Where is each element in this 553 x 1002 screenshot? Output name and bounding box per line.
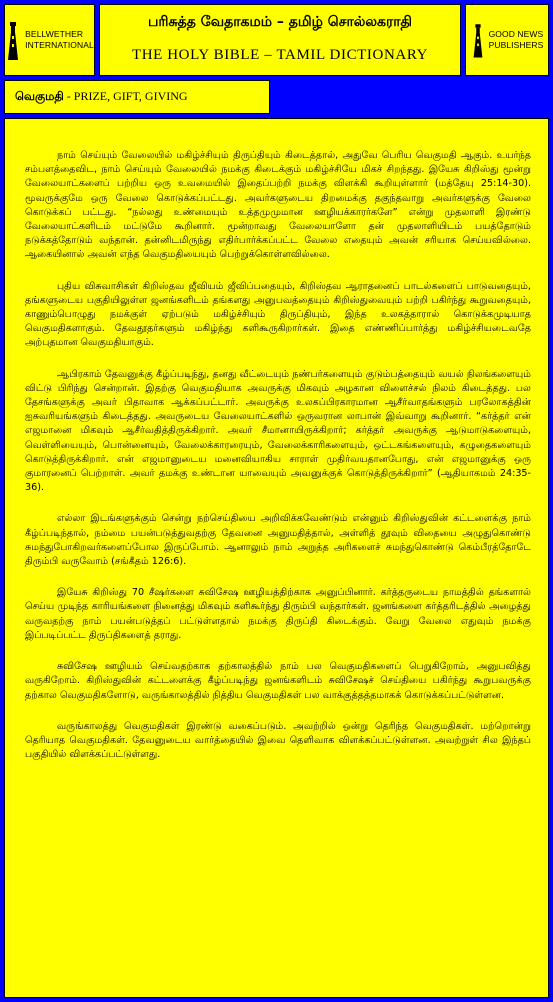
dictionary-title-panel [99,4,461,76]
body-paragraph: நாம் செய்யும் வேலையில் மகிழ்ச்சியும் திருப்தியும் கிடைத்தால், அதுவே பெரிய வெகுமதி ஆகும். உயர்ந்த சம்பளத்தைவிட, நாம் செய்யும் வேலையில் நமக்கு கிடைக்கும் மகிழ்ச்சியே மிகச் சிறந்தது. இயேசு கிறிஸ்து மூன்று வேலையாட்களைப் பற்றிய ஒரு உவமையில் இதைப்பற்றி நமக்கு விளக்கி கூறியுள்ளார் (மத்தேயு 25:14-30). மூவருக்குமே ஒரு வேலை கொடுக்கப்பட்டது. அவர்களுடைய திறமைக்கு தகுந்தவாறு அவர்களுக்கு வேலை கொடுக்கப் பட்டது. “நல்லது உண்மையும் உத்தமுமுமான ஊழியக்காரர்களே” என்று முதலாளி இரண்டு வேலையாட்களிடம் மட்டுமே கூறினார். மூன்றாவது வேலையாளோ தன் முதலாளியிடம் பயத்தோடும் நடுக்கத்தோடும் வந்தான். தன்னிடமிருந்து எதிர்பார்க்கப்பட்ட வேலை எதையும் அவன் சரியாக செய்யவில்லை. ஆகையினால் அவன் எந்த வெகுமதியையும் பெற்றுக்கொள்ளவில்லை. [25,150,531,261]
entry-separator: - [66,89,71,103]
entry-body [4,118,549,998]
title-tamil: பரிசுத்த வேதாகமம் – தமிழ் சொல்லகராதி [148,14,412,30]
body-paragraph: புதிய விசுவாசிகள் கிறிஸ்தவ ஜீவியம் ஜீவிப்பதையும், கிறிஸ்தவ ஆராதனைப் பாடல்களைப் பாடுவதையும், தங்களுடைய பகுதியிலுள்ள ஜனங்களிடம் தங்களது அனுபவத்தையும் கிறிஸ்துவையும் பற்றி பகிர்ந்து கூறுவதையும், காணும்பொழுது நமக்குள் ஏற்படும் மகிழ்ச்சியும் திருப்தியும், இந்த உலகத்தாரால் கொடுக்கமுடியாத வெகுமதிகளாகும். தேவதூதர்களும் மகிழ்ந்து களிகூருகிறார்கள். இதை எண்ணிப்பார்த்து மகிழ்ச்சியடைவதே அற்புதமான வெகுமதியாகும். [25,280,531,349]
body-paragraph: சுவிசேஷ ஊழியம் செய்வதற்காக தற்காலத்தில் நாம் பல வெகுமதிகளைப் பெறுகிறோம், அனுபவித்து வருகிறோம். கிறிஸ்துவின் கட்டளைக்கு கீழ்ப்படிந்து ஜனங்களிடம் சுவிசேஷச் செய்தியை பகிர்ந்து கூறுபவருக்கு தற்கால வெகுமதிகளோடு, வருங்காலத்தில் நித்திய வெகுமதிகள் பல வாக்குத்தத்தமாகக் கொடுக்கப்பட்டுள்ளன. [25,661,531,701]
publisher-logo-left [4,4,95,76]
body-paragraph: எல்லா இடங்களுக்கும் சென்று நற்செய்தியை அறிவிக்கவேண்டும் என்னும் கிறிஸ்துவின் கட்டளைக்கு நாம் கீழ்ப்படிந்தால், நம்மை பயன்படுத்துவதற்கு தேவனை அனுமதித்தால், அள்ளித் தூவும் விதையை அழுதுகொண்டு சுமந்துபோகிறவர்களைப்போல இருப்போம். ஆனாலும் நாம் அறுத்த அரிகளைச் சுமந்துகொண்டு கெம்பீரத்தோடே திரும்பி வருவோம் (சங்கீதம் 126:6). [25,513,531,568]
entry-heading [4,80,270,114]
entry-word-english: PRIZE, GIFT, GIVING [73,89,188,103]
publisher-name-line: BELLWETHER [25,29,84,39]
paragraph-list [25,149,531,779]
body-paragraph: ஆபிரகாம் தேவனுக்கு கீழ்ப்படிந்து, தனது வீட்டையும் நண்பர்களையும் குடும்பத்தையும் வயல் நிலங்களையும் விட்டு பிரிந்து சென்றான். இதற்கு வெகுமதியாக அவருக்கு மிகவும் அழகான விளைச்சல் நிலம் கிடைத்தது. பல தேசங்களுக்கு அவர் பிதாவாக ஆக்கப்பட்டார். அவருக்கு உலகப்பிரகாரமான ஆசீர்வாதங்களும் பரலோகத்தின் ஐசுவரியங்களும் கிடைத்தது. அவருடைய வேலையாட்களில் ஒருவரான லாபான் இவ்வாறு கூறினார். “கர்த்தர் என் எஜமானை மிகவும் ஆசீர்வதித்திருக்கிறார். அவர் சீமானாயிருக்கிறார்; கர்த்தர் அவருக்கு ஆடுமாடுகளையும், வெள்ளியையும், பொன்னையும், வேலைக்காரரையும், வேலைக்காரிகளையும், ஒட்டகங்களையும், கழுதைகளையும் கொடுத்திருக்கிறார். என் எஜமானுடைய மனைவியாகிய சாராள் முதிர்வயதானபோது, என் எஜமானுக்கு ஒரு குமாரனைப் பெற்றாள். அவர் தமக்கு உண்டான யாவையும் அவனுக்குக் கொடுத்திருக்கிறார்” (ஆதியாகமம் 24:35-36). [25,368,531,494]
publisher-name-right [489,29,544,51]
publisher-name-left [25,29,94,51]
tower-icon [5,20,21,60]
entry-word-tamil: வெகுமதி [15,89,64,103]
body-paragraph: இயேசு கிறிஸ்து 70 சீஷர்களை சுவிசேஷ ஊழியத்திற்காக அனுப்பினார். கர்த்தருடைய நாமத்தில் தங்களால் செய்ய முடிந்த காரியங்களை நினைத்து மிகவும் களிகூர்ந்து திரும்பி வந்தார்கள். ஜனங்களை கர்த்தரிடத்தில் அழைத்து வருவதற்கு நாம் பயன்படுத்தப் பட்டுள்ளதால் நமக்கு திருப்தி கிடைக்கும். வேறு வேலை எதுவும் நமக்கு இப்படிப்பட்ட திருப்திகளைத் தராது. [25,587,531,641]
publisher-name-line: PUBLISHERS [488,40,544,50]
publisher-name-line: INTERNATIONAL [25,40,94,50]
tower-icon [471,20,485,60]
publisher-logo-right [465,4,549,76]
title-english: THE HOLY BIBLE – TAMIL DICTIONARY [131,47,429,63]
publisher-name-line: GOOD NEWS [488,29,544,39]
body-paragraph: வருங்காலத்து வெகுமதிகள் இரண்டு வகைப்படும். அவற்றில் ஒன்று தெரிந்த வெகுமதிகள். மற்றொன்று தெரியாத வெகுமதிகள். தேவனுடைய வார்த்தையில் இவை தெளிவாக விளக்கப்பட்டுள்ளன. அவற்றுள் சில இந்தப் பகுதியில் விளக்கப்பட்டுள்ளது. [25,720,531,761]
